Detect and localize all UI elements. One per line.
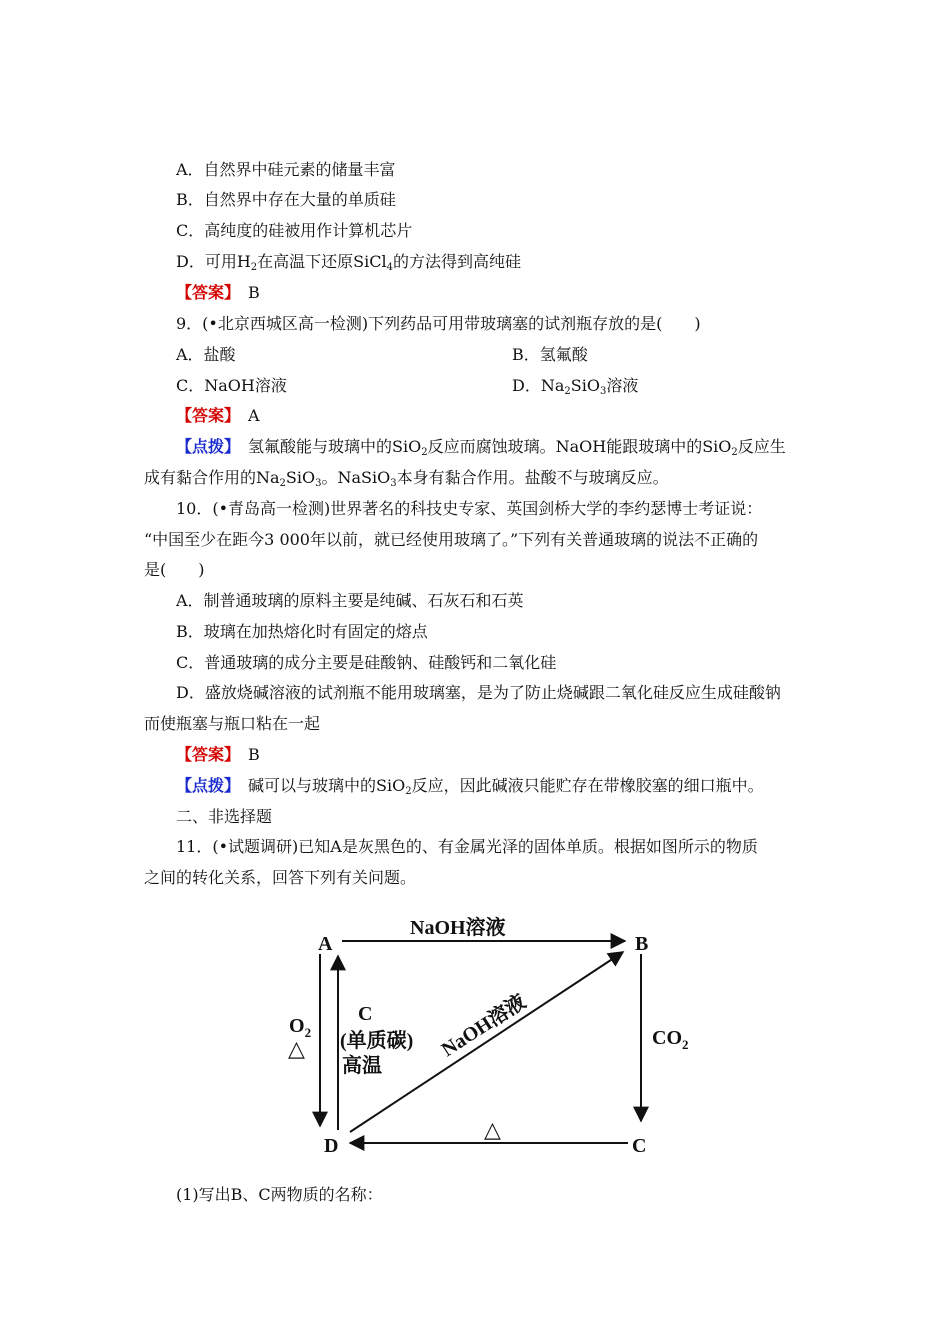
label-o2: $O_2$ <box>289 1015 312 1040</box>
node-a: A <box>318 933 333 955</box>
label-elemental-carbon: (单质碳) <box>340 1030 414 1052</box>
q10-stem-line2: “中国至少在距今3 000年以前，就已经使用玻璃了。”下列有关普通玻璃的说法不正确的 <box>144 530 759 549</box>
q9-option-d: D．$Na_2SiO_3$溶液 <box>512 376 639 397</box>
hint-tag: 【点拨】 <box>176 776 233 795</box>
q10-answer: 【答案】 B <box>176 745 260 764</box>
label-high-temp: 高温 <box>342 1055 382 1077</box>
q11-stem-line1: 11．(•试题调研)已知A是灰黑色的、有金属光泽的固体单质。根据如图所示的物质 <box>176 837 758 856</box>
label-carbon: C <box>358 1003 373 1025</box>
q9-option-a: A．盐酸 <box>176 345 236 364</box>
q10-stem-line3: 是( ) <box>144 560 205 579</box>
q8-option-a: A．自然界中硅元素的储量丰富 <box>176 160 396 179</box>
answer-tag: 【答案】 <box>176 406 233 425</box>
q10-option-d-line1: D．盛放烧碱溶液的试剂瓶不能用玻璃塞，是为了防止烧碱跟二氧化硅反应生成硅酸钠 <box>176 683 781 702</box>
label-delta-left: △ <box>288 1036 305 1061</box>
hint-tag: 【点拨】 <box>176 437 233 456</box>
section-heading: 二、非选择题 <box>176 807 273 826</box>
answer-tag: 【答案】 <box>176 283 233 302</box>
q10-stem-line1: 10．(•青岛高一检测)世界著名的科技史专家、英国剑桥大学的李约瑟博士考证说： <box>176 499 763 518</box>
q10-option-a: A．制普通玻璃的原料主要是纯碱、石灰石和石英 <box>176 591 524 610</box>
q9-hint-line1: 【点拨】 氢氟酸能与玻璃中的SiO$_2$反应而腐蚀玻璃。NaOH能跟玻璃中的SiO$_2$反应生 <box>176 437 786 458</box>
q8-option-b: B．自然界中存在大量的单质硅 <box>176 190 396 209</box>
q9-option-b: B．氢氟酸 <box>512 345 588 364</box>
q11-subquestion-1: (1)写出B、C两物质的名称： <box>176 1185 383 1204</box>
answer-tag: 【答案】 <box>176 745 233 764</box>
q9-answer: 【答案】 A <box>176 406 260 425</box>
label-delta-bottom: △ <box>484 1117 501 1142</box>
node-b: B <box>635 933 649 955</box>
q10-option-c: C．普通玻璃的成分主要是硅酸钠、硅酸钙和二氧化硅 <box>176 653 557 672</box>
q9-option-c: C．NaOH溶液 <box>176 376 287 395</box>
label-naoh-diagonal: NaOH溶液 <box>437 990 530 1062</box>
q10-option-d-line2: 而使瓶塞与瓶口粘在一起 <box>144 714 321 733</box>
node-c: C <box>632 1135 647 1157</box>
q9-stem: 9．(•北京西城区高一检测)下列药品可用带玻璃塞的试剂瓶存放的是( ) <box>176 314 701 333</box>
q8-answer: 【答案】 B <box>176 283 260 302</box>
q8-option-d: D．可用$H_2$在高温下还原SiCl$_4$的方法得到高纯硅 <box>176 252 522 273</box>
q9-hint-line2: 成有黏合作用的$Na_2SiO_3$。NaSiO$_3$本身有黏合作用。盐酸不与玻璃反应。 <box>144 468 669 489</box>
label-naoh-top: NaOH溶液 <box>410 917 506 939</box>
node-d: D <box>324 1135 339 1157</box>
q8-option-c: C．高纯度的硅被用作计算机芯片 <box>176 221 413 240</box>
q11-stem-line2: 之间的转化关系，回答下列有关问题。 <box>144 868 417 887</box>
q10-option-b: B．玻璃在加热熔化时有固定的熔点 <box>176 622 428 641</box>
conversion-diagram <box>280 910 689 1160</box>
label-co2: $CO_2$ <box>652 1027 689 1052</box>
q10-hint: 【点拨】 碱可以与玻璃中的SiO$_2$反应，因此碱液只能贮存在带橡胶塞的细口瓶中。 <box>176 776 764 797</box>
